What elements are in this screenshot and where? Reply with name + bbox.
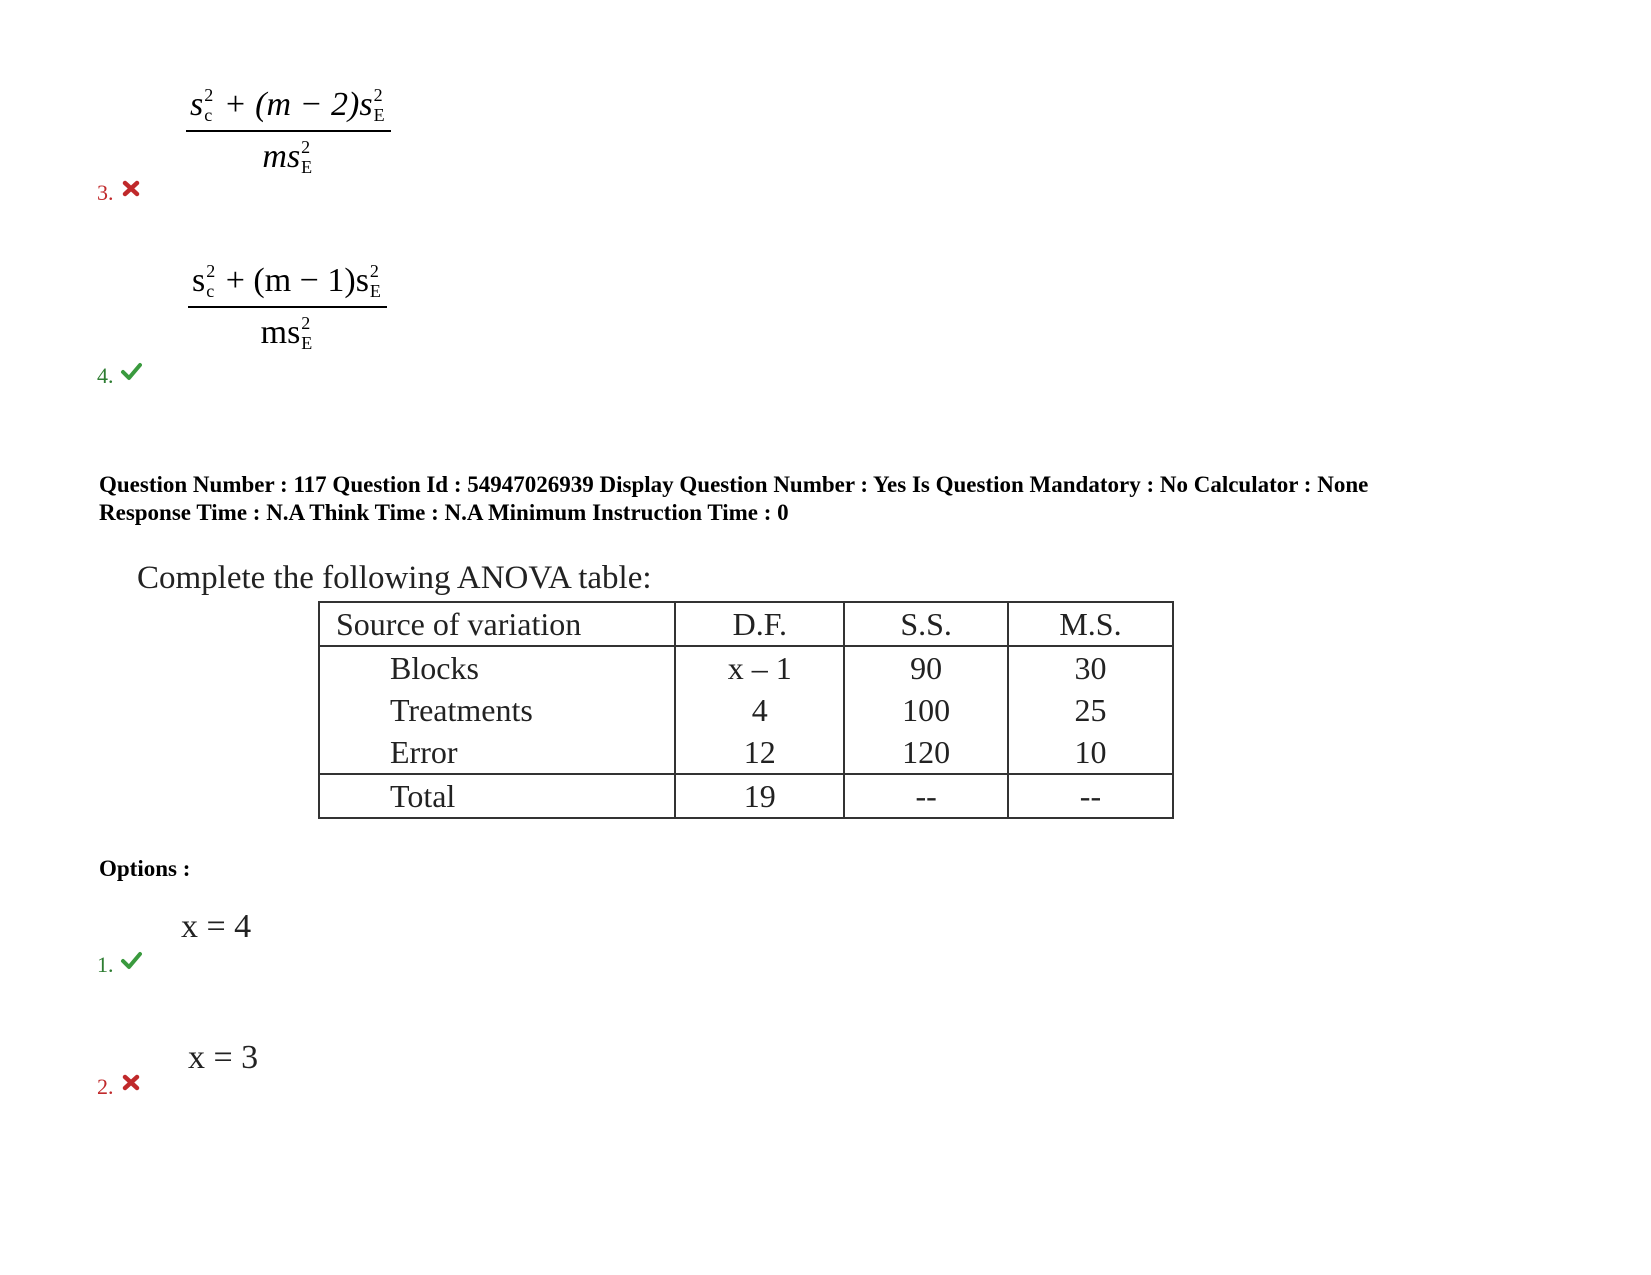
question-meta (99, 471, 1368, 527)
check-icon (120, 360, 142, 382)
option-1-label (97, 952, 142, 978)
option-number: 2. (97, 1074, 114, 1099)
formula-supsub (301, 314, 312, 352)
formula-subscript: c (206, 281, 215, 302)
table-total-row (319, 774, 1173, 818)
question-text: Complete the following ANOVA table: (137, 560, 652, 596)
question-meta-line-1: Question Number : 117 Question Id : 54947026939 Display Question Number : Yes Is Question Mandatory : No Calculator : None (99, 472, 1369, 497)
question-meta-line-2: Response Time : N.A Think Time : N.A Minimum Instruction Time : 0 (99, 500, 789, 525)
formula-subscript: E (301, 157, 313, 178)
formula-symbol: s (286, 138, 301, 176)
option-2-text: x = 3 (188, 1039, 259, 1076)
formula-symbol: s (359, 86, 373, 123)
option-number: 1. (97, 952, 114, 977)
table-row (319, 731, 1173, 774)
formula-symbol: s (287, 314, 301, 352)
formula-subscript: c (204, 105, 213, 126)
formula-supsub (204, 86, 213, 124)
formula-middle: + (m − 1) (217, 262, 356, 299)
option-number: 4. (97, 363, 114, 388)
formula-symbol: m (262, 138, 287, 176)
option-3-label (97, 180, 142, 206)
table-cell: 90 (844, 646, 1008, 689)
option-number: 3. (97, 180, 114, 205)
option-1-text: x = 4 (181, 908, 252, 945)
option-2-label (97, 1074, 142, 1100)
option-3-formula (186, 86, 391, 178)
formula-symbol: m (260, 314, 288, 352)
formula-superscript: 2 (301, 137, 311, 158)
table-cell: 19 (675, 774, 844, 818)
table-cell: 25 (1008, 689, 1173, 731)
column-header: Source of variation (319, 602, 675, 646)
table-cell: 100 (844, 689, 1008, 731)
table-cell: 120 (844, 731, 1008, 774)
formula-numerator (186, 86, 391, 130)
table-cell: Treatments (319, 689, 675, 731)
formula-superscript: 2 (369, 261, 379, 282)
option-4-formula (188, 262, 387, 354)
table-cell: 30 (1008, 646, 1173, 689)
formula-supsub (374, 86, 385, 124)
formula-middle: + (m − 2) (215, 86, 360, 123)
formula-superscript: 2 (206, 261, 216, 282)
formula-supsub (301, 138, 312, 176)
column-header: D.F. (675, 602, 844, 646)
check-icon (120, 949, 142, 971)
table-cell: 12 (675, 731, 844, 774)
formula-symbol: s (192, 262, 206, 299)
column-header: M.S. (1008, 602, 1173, 646)
cross-icon (120, 1071, 142, 1093)
table-cell: x – 1 (675, 646, 844, 689)
formula-subscript: E (301, 333, 313, 354)
option-4-label (97, 363, 142, 389)
options-label: Options : (99, 856, 191, 881)
table-row (319, 689, 1173, 731)
table-cell: Total (319, 774, 675, 818)
table-row (319, 646, 1173, 689)
formula-supsub (370, 262, 381, 300)
formula-symbol: s (190, 86, 204, 123)
table-cell: -- (844, 774, 1008, 818)
formula-denominator (262, 132, 314, 178)
formula-superscript: 2 (301, 313, 311, 334)
formula-supsub (206, 262, 215, 300)
formula-subscript: E (369, 281, 381, 302)
anova-table (318, 601, 1174, 819)
table-cell: 10 (1008, 731, 1173, 774)
table-cell: Error (319, 731, 675, 774)
table-cell: 4 (675, 689, 844, 731)
cross-icon (120, 177, 142, 199)
formula-superscript: 2 (204, 85, 214, 106)
formula-superscript: 2 (373, 85, 383, 106)
table-header-row (319, 602, 1173, 646)
table-cell: Blocks (319, 646, 675, 689)
formula-denominator (261, 308, 315, 354)
formula-symbol: s (355, 262, 369, 299)
formula-subscript: E (373, 105, 385, 126)
formula-numerator (188, 262, 387, 306)
column-header: S.S. (844, 602, 1008, 646)
table-cell: -- (1008, 774, 1173, 818)
